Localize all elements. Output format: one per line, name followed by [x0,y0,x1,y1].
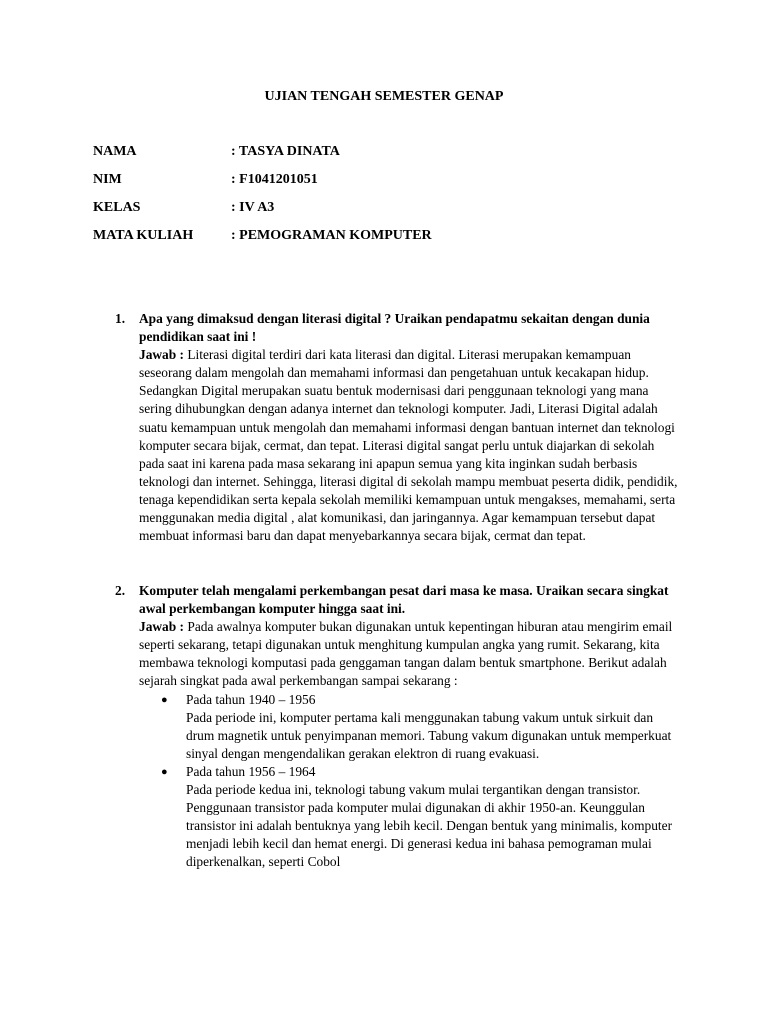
info-value: : PEMOGRAMAN KOMPUTER [231,228,432,243]
bullet-heading: Pada tahun 1940 – 1956 [186,691,316,707]
bullet-icon: ● [161,693,168,706]
info-value: : TASYA DINATA [231,144,340,159]
bullet-heading: Pada tahun 1956 – 1964 [186,763,316,779]
answer-label: Jawab : [139,619,185,635]
question-2 [115,582,679,872]
info-value: : IV A3 [231,200,275,215]
answer-paragraph [139,618,679,690]
answer-text: Pada awalnya komputer bukan digunakan untuk kepentingan hiburan atau mengirim email seperti sekarang, tetapi digunakan untuk menghitung kumpulan angka yang rumit. Sekarang, kita membawa teknologi komputasi pada genggaman tangan dalam bentuk smartphone. Berikut adalah sejarah singkat pada awal perkembangan sampai sekarang : [139,619,673,689]
info-row-nim [93,171,318,189]
info-row-kelas [93,199,274,217]
info-row-nama [93,143,340,161]
document-title: UJIAN TENGAH SEMESTER GENAP [264,89,504,104]
question-text: Apa yang dimaksud dengan literasi digital ? Uraikan pendapatmu sekaitan dengan dunia pendidikan saat ini ! [139,311,650,345]
question-number: 2. [115,583,126,598]
bullet-icon: ● [161,765,168,778]
question-number: 1. [115,311,126,326]
list-item [139,691,679,763]
info-label: MATA KULIAH [93,228,194,243]
list-item [139,763,679,872]
info-value: : F1041201051 [231,172,318,187]
answer-paragraph [139,346,679,545]
info-label: NAMA [93,144,137,159]
question-text: Komputer telah mengalami perkembangan pesat dari masa ke masa. Uraikan secara singkat awal perkembangan komputer hingga saat ini. [139,583,669,617]
info-row-mata-kuliah [93,227,432,245]
bullet-text: Pada periode ini, komputer pertama kali menggunakan tabung vakum untuk sirkuit dan drum magnetik untuk penyimpanan memori. Tabung vakum digunakan untuk memperkuat sinyal dengan mengendalikan gerakan elektron di ruang evakuasi. [186,709,672,761]
question-1 [115,310,679,545]
info-label: KELAS [93,200,141,215]
bullet-list [139,691,679,872]
answer-label: Jawab : [139,347,185,363]
bullet-text: Pada periode kedua ini, teknologi tabung vakum mulai tergantikan dengan transistor. Penggunaan transistor pada komputer mulai digunakan di akhir 1950-an. Keunggulan transistor ini adalah bentuknya yang lebih kecil. Dengan bentuk yang minimalis, komputer menjadi lebih kecil dan hemat energi. Di generasi kedua ini bahasa pemograman mulai diperkenalkan, seperti Cobol [186,782,673,870]
info-label: NIM [93,172,122,187]
answer-text: Literasi digital terdiri dari kata literasi dan digital. Literasi merupakan kemampuan seseorang dalam mengolah dan memahami informasi dan pengetahuan untuk kecakapan hidup. Sedangkan Digital merupakan suatu bentuk modernisasi dari penggunaan teknologi yang mana sering dihubungkan dengan adanya internet dan teknologi komputer. Jadi, Literasi Digital adalah suatu kemampuan untuk mengolah dan memahami informasi dengan bantuan internet dan teknologi komputer secara bijak, cermat, dan tepat. Literasi digital sangat perlu untuk diajarkan di sekolah pada saat ini karena pada masa sekarang ini apapun semua yang kita inginkan sudah berbasis teknologi dan internet. Sehingga, literasi digital di sekolah mampu membuat peserta didik, pendidik, tenaga kependidikan serta kepala sekolah memiliki kemampuan untuk mengakses, memahami, serta menggunakan media digital , alat komunikasi, dan jaringannya. Agar kemampuan tersebut dapat membuat informasi baru dan dapat menyebarkannya secara bijak, cermat dan tepat. [139,347,678,544]
